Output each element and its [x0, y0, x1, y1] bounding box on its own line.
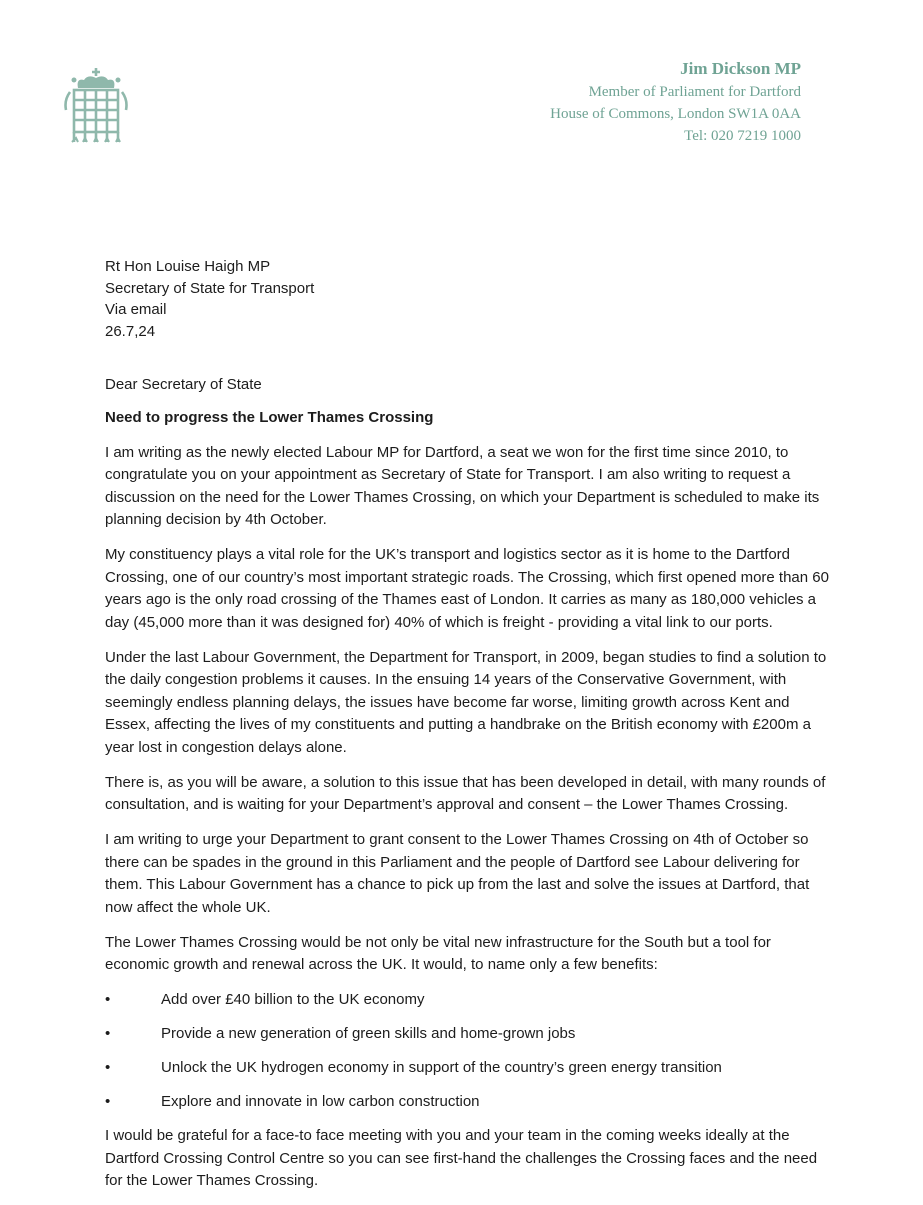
paragraph: I am writing to urge your Department to grant consent to the Lower Thames Crossing on 4th of October so there can be spades in the ground in this Parliament and the people of Dartford see Labour delivering for them. This Labour Government has a chance to pick up from the last and solve the issues at Dartford, that now affect the whole UK.	[105, 831, 810, 916]
bullet-marker: •	[105, 1093, 111, 1110]
recipient-via: Via email	[105, 301, 167, 318]
paragraph: My constituency plays a vital role for the UK’s transport and logistics sector as it is home to the Dartford Crossing, one of our country’s most important strategic roads. The Crossing, which first opened more than 60 years ago is the only road crossing of the Thames east of London. It carries as many as 180,000 vehicles a day (45,000 more than it was designed for) 40% of which is freight - providing a vital link to our ports.	[105, 546, 829, 631]
paragraph: Under the last Labour Government, the Department for Transport, in 2009, began studies to find a solution to the daily congestion problems it causes. In the ensuing 14 years of the Conservative Government, with seemingly endless planning delays, the issues have become far worse, limiting growth across Kent and Essex, affecting the lives of my constituents and putting a handbrake on the British economy with £200m a year lost in congestion delays alone.	[105, 648, 827, 756]
recipient-title: Secretary of State for Transport	[105, 279, 315, 297]
mp-role: Member of Parliament for Dartford	[588, 84, 801, 100]
list-item	[105, 1057, 835, 1079]
paragraph: The Lower Thames Crossing would be not only be vital new infrastructure for the South but a tool for economic growth and renewal across the UK. It would, to name only a few benefits:	[105, 933, 771, 973]
list-item	[105, 1023, 835, 1045]
list-item	[105, 989, 835, 1011]
bullet-marker: •	[105, 991, 111, 1008]
list-item	[105, 1091, 835, 1113]
letter-body	[105, 374, 835, 1205]
letterhead	[550, 58, 801, 147]
recipient-name: Rt Hon Louise Haigh MP	[105, 258, 271, 275]
letter-date: 26.7,24	[105, 322, 156, 340]
recipient-block	[105, 256, 314, 342]
bullet-marker: •	[105, 1059, 111, 1076]
bullet-marker: •	[105, 1025, 111, 1042]
bullet-text: Unlock the UK hydrogen economy in support of the country’s green energy transition	[161, 1059, 722, 1076]
mp-address: House of Commons, London SW1A 0AA	[550, 106, 801, 122]
benefits-list	[105, 989, 835, 1113]
salutation: Dear Secretary of State	[105, 376, 262, 393]
paragraph: There is, as you will be aware, a solution to this issue that has been developed in detail, with many rounds of consultation, and is waiting for your Department’s approval and consent – the Lower Thames Crossing.	[105, 773, 826, 813]
mp-telephone: Tel: 020 7219 1000	[684, 128, 801, 144]
closing-paragraph: I would be grateful for a face-to face meeting with you and your team in the coming weeks ideally at the Dartford Crossing Control Centre so you can see first-hand the challenges the Crossing faces and the need for the Lower Thames Crossing.	[105, 1127, 818, 1189]
bullet-text: Provide a new generation of green skills and home-grown jobs	[161, 1025, 576, 1042]
portcullis-icon	[60, 66, 132, 146]
bullet-text: Explore and innovate in low carbon construction	[161, 1093, 480, 1110]
paragraph: I am writing as the newly elected Labour MP for Dartford, a seat we won for the first time since 2010, to congratulate you on your appointment as Secretary of State for Transport. I am also writing to request a discussion on the need for the Lower Thames Crossing, on which your Department is scheduled to make its planning decision by 4th October.	[105, 443, 820, 528]
subject-line: Need to progress the Lower Thames Crossing	[105, 408, 434, 426]
mp-name: Jim Dickson MP	[680, 59, 801, 78]
bullet-text: Add over £40 billion to the UK economy	[161, 991, 425, 1008]
